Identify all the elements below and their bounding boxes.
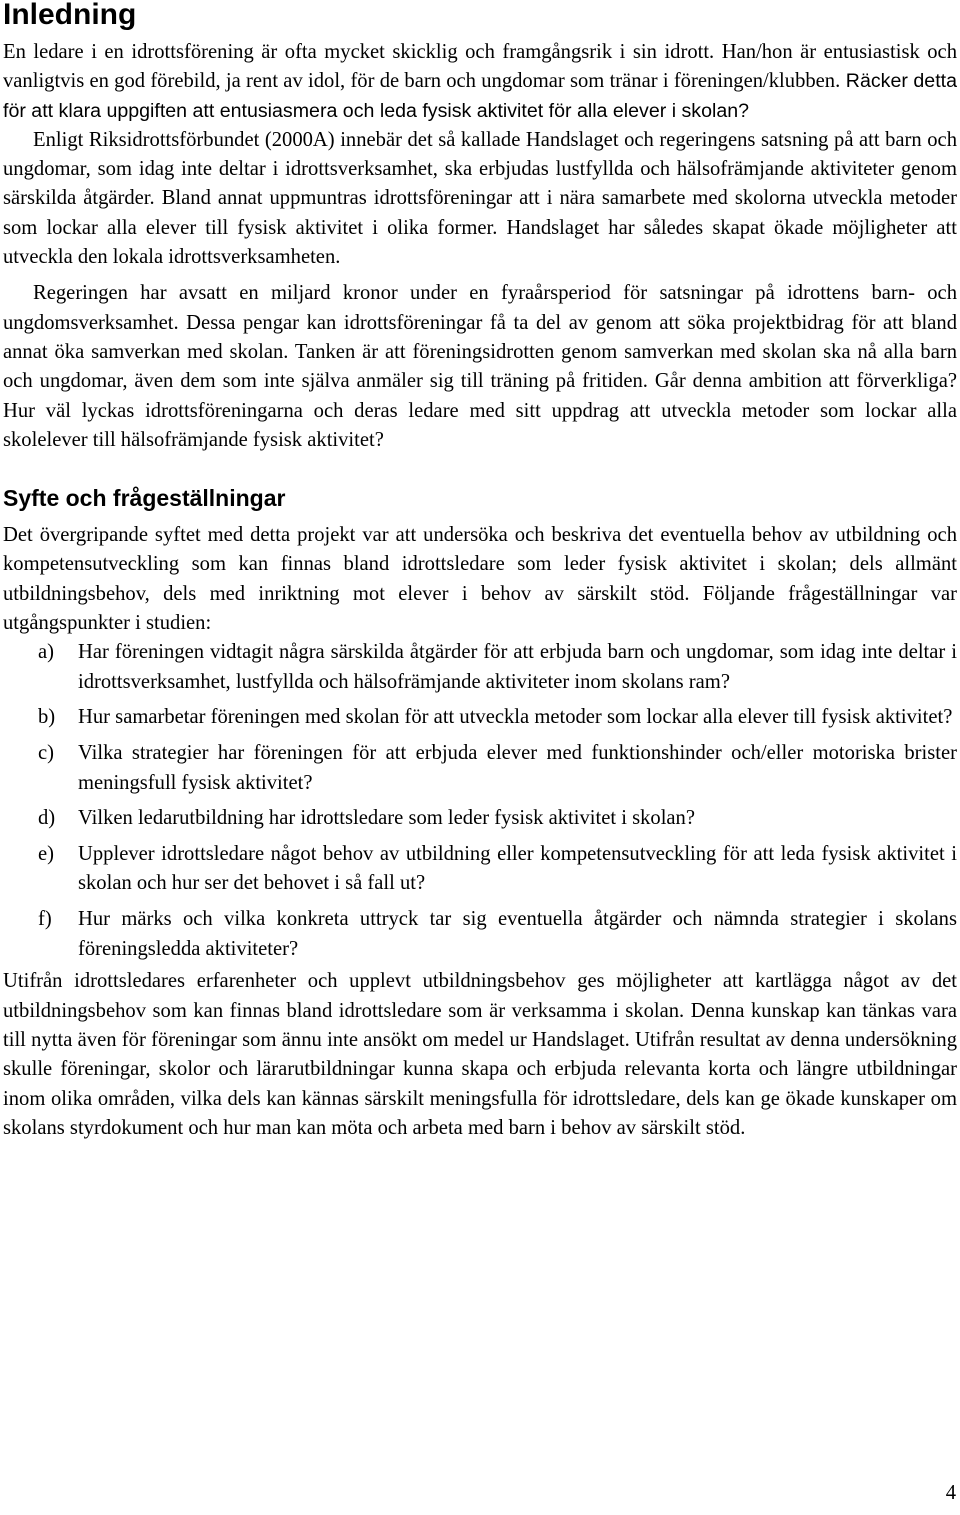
intro-paragraph-2	[3, 126, 957, 272]
list-marker: d)	[38, 807, 56, 830]
intro-paragraph-2-continuation: Bland annat uppmuntras idrottsföreningar att i nära samarbete med skolorna utveckla metoder som lockar alla elever till fysisk aktivitet i olika former. Handslaget har således skapat ökade möjligheter att utveckla den lokala idrottsverksamheten.	[3, 187, 957, 269]
list-item	[3, 905, 957, 964]
list-item	[3, 840, 957, 899]
purpose-paragraph-2: Utifrån idrottsledares erfarenheter och upplevt utbildningsbehov ges möjligheter att kartlägga något av det utbildningsbehov som kan finnas bland idrottsledare som är verksamma i skolan. Denna kunskap kan tänkas vara till nytta även för föreningar som ännu inte ansökt om medel ur Handslaget. Utifrån resultat av denna undersökning skulle föreningar, skolor och lärarutbildningar kunna skapa och erbjuda relevanta korta och längre utbildningar inom olika områden, vilka dels kan kännas särskilt meningsfulla för idrottsledare, dels kan ge ökade kunskaper om skolans styrdokument och hur man kan möta och arbeta med barn i behov av särskilt stöd.	[3, 970, 957, 1139]
list-item	[3, 804, 957, 833]
list-marker: c)	[38, 742, 54, 765]
section-heading-inledning: Inledning	[3, 0, 137, 31]
intro-paragraph-2-text: Enligt Riksidrottsförbundet (2000A) innebär det så kallade Handslaget och regeringens satsning på att barn och ungdomar, som idag inte deltar i idrottsverksamhet, ska erbjudas lustfyllda och hälsofrämjande aktiviteter genom särskilda åtgärder.	[3, 128, 957, 210]
list-marker: e)	[38, 843, 54, 866]
intro-paragraph-3: Regeringen har avsatt en miljard kronor under en fyraårsperiod för satsningar på idrottens barn- och ungdomsverksamhet. Dessa pengar kan idrottsföreningar få ta del av genom att söka projektbidrag för att bland annat öka samverkan med skolan. Tanken är att föreningsidrotten genom samverkan med skolan ska nå alla barn och ungdomar, även dem som inte själva anmäler sig till träning på fritiden. Går denna ambition att förverkliga? Hur väl lyckas idrottsföreningarna och deras ledare med sitt uppdrag att utveckla metoder som lockar alla skolelever till hälsofrämjande fysisk aktivitet?	[3, 282, 957, 451]
list-marker: a)	[38, 641, 54, 664]
list-item-text: Vilken ledarutbildning har idrottsledare som leder fysisk aktivitet i skolan?	[78, 807, 695, 830]
page-content	[3, 0, 957, 1143]
list-item	[3, 638, 957, 697]
intro-paragraph-1-text: En ledare i en idrottsförening är ofta mycket skicklig och framgångsrik i sin idrott. Han/hon är entusiastisk och vanligtvis en god förebild, ja rent av idol, för de barn och ungdomar som tränar i föreningen/klubben.	[3, 41, 957, 93]
list-item-text: Vilka strategier har föreningen för att erbjuda elever med funktionshinder och/eller motoriska brister meningsfull fysisk aktivitet?	[78, 742, 957, 794]
section-heading-syfte: Syfte och frågeställningar	[3, 485, 286, 512]
list-item-text: Har föreningen vidtagit några särskilda åtgärder för att erbjuda barn och ungdomar, som idag inte deltar i idrottsverksamhet, lustfyllda och hälsofrämjande aktiviteter inom skolans ram?	[78, 641, 957, 693]
research-questions-list	[3, 638, 957, 963]
list-item-text: Upplever idrottsledare något behov av utbildning eller kompetensutveckling för att leda fysisk aktivitet i skolan och hur ser det behovet i så fall ut?	[78, 843, 957, 895]
list-item	[3, 703, 957, 732]
list-marker: f)	[38, 908, 52, 931]
list-item-text: Hur märks och vilka konkreta uttryck tar sig eventuella åtgärder och nämnda strategier i skolans föreningsledda aktiviteter?	[78, 908, 957, 960]
list-item	[3, 739, 957, 798]
list-item-text: Hur samarbetar föreningen med skolan för att utveckla metoder som lockar alla elever till fysisk aktivitet?	[78, 706, 953, 729]
intro-paragraph-1-question: Räcker detta för att klara uppgiften att entusiasmera och leda fysisk aktivitet för alla elever i skolan?	[3, 70, 957, 122]
purpose-paragraph-1: Det övergripande syftet med detta projekt var att undersöka och beskriva det eventuella behov av utbildning och kompetensutveckling som kan finnas bland idrottsledare som leder fysisk aktivitet i skolan; dels allmänt utbildningsbehov, dels med inriktning mot elever i behov av särskilt stöd. Följande frågeställningar var utgångspunkter i studien:	[3, 524, 957, 635]
intro-paragraph-1	[3, 38, 957, 126]
page-number: 4	[945, 1482, 956, 1504]
list-marker: b)	[38, 706, 56, 729]
